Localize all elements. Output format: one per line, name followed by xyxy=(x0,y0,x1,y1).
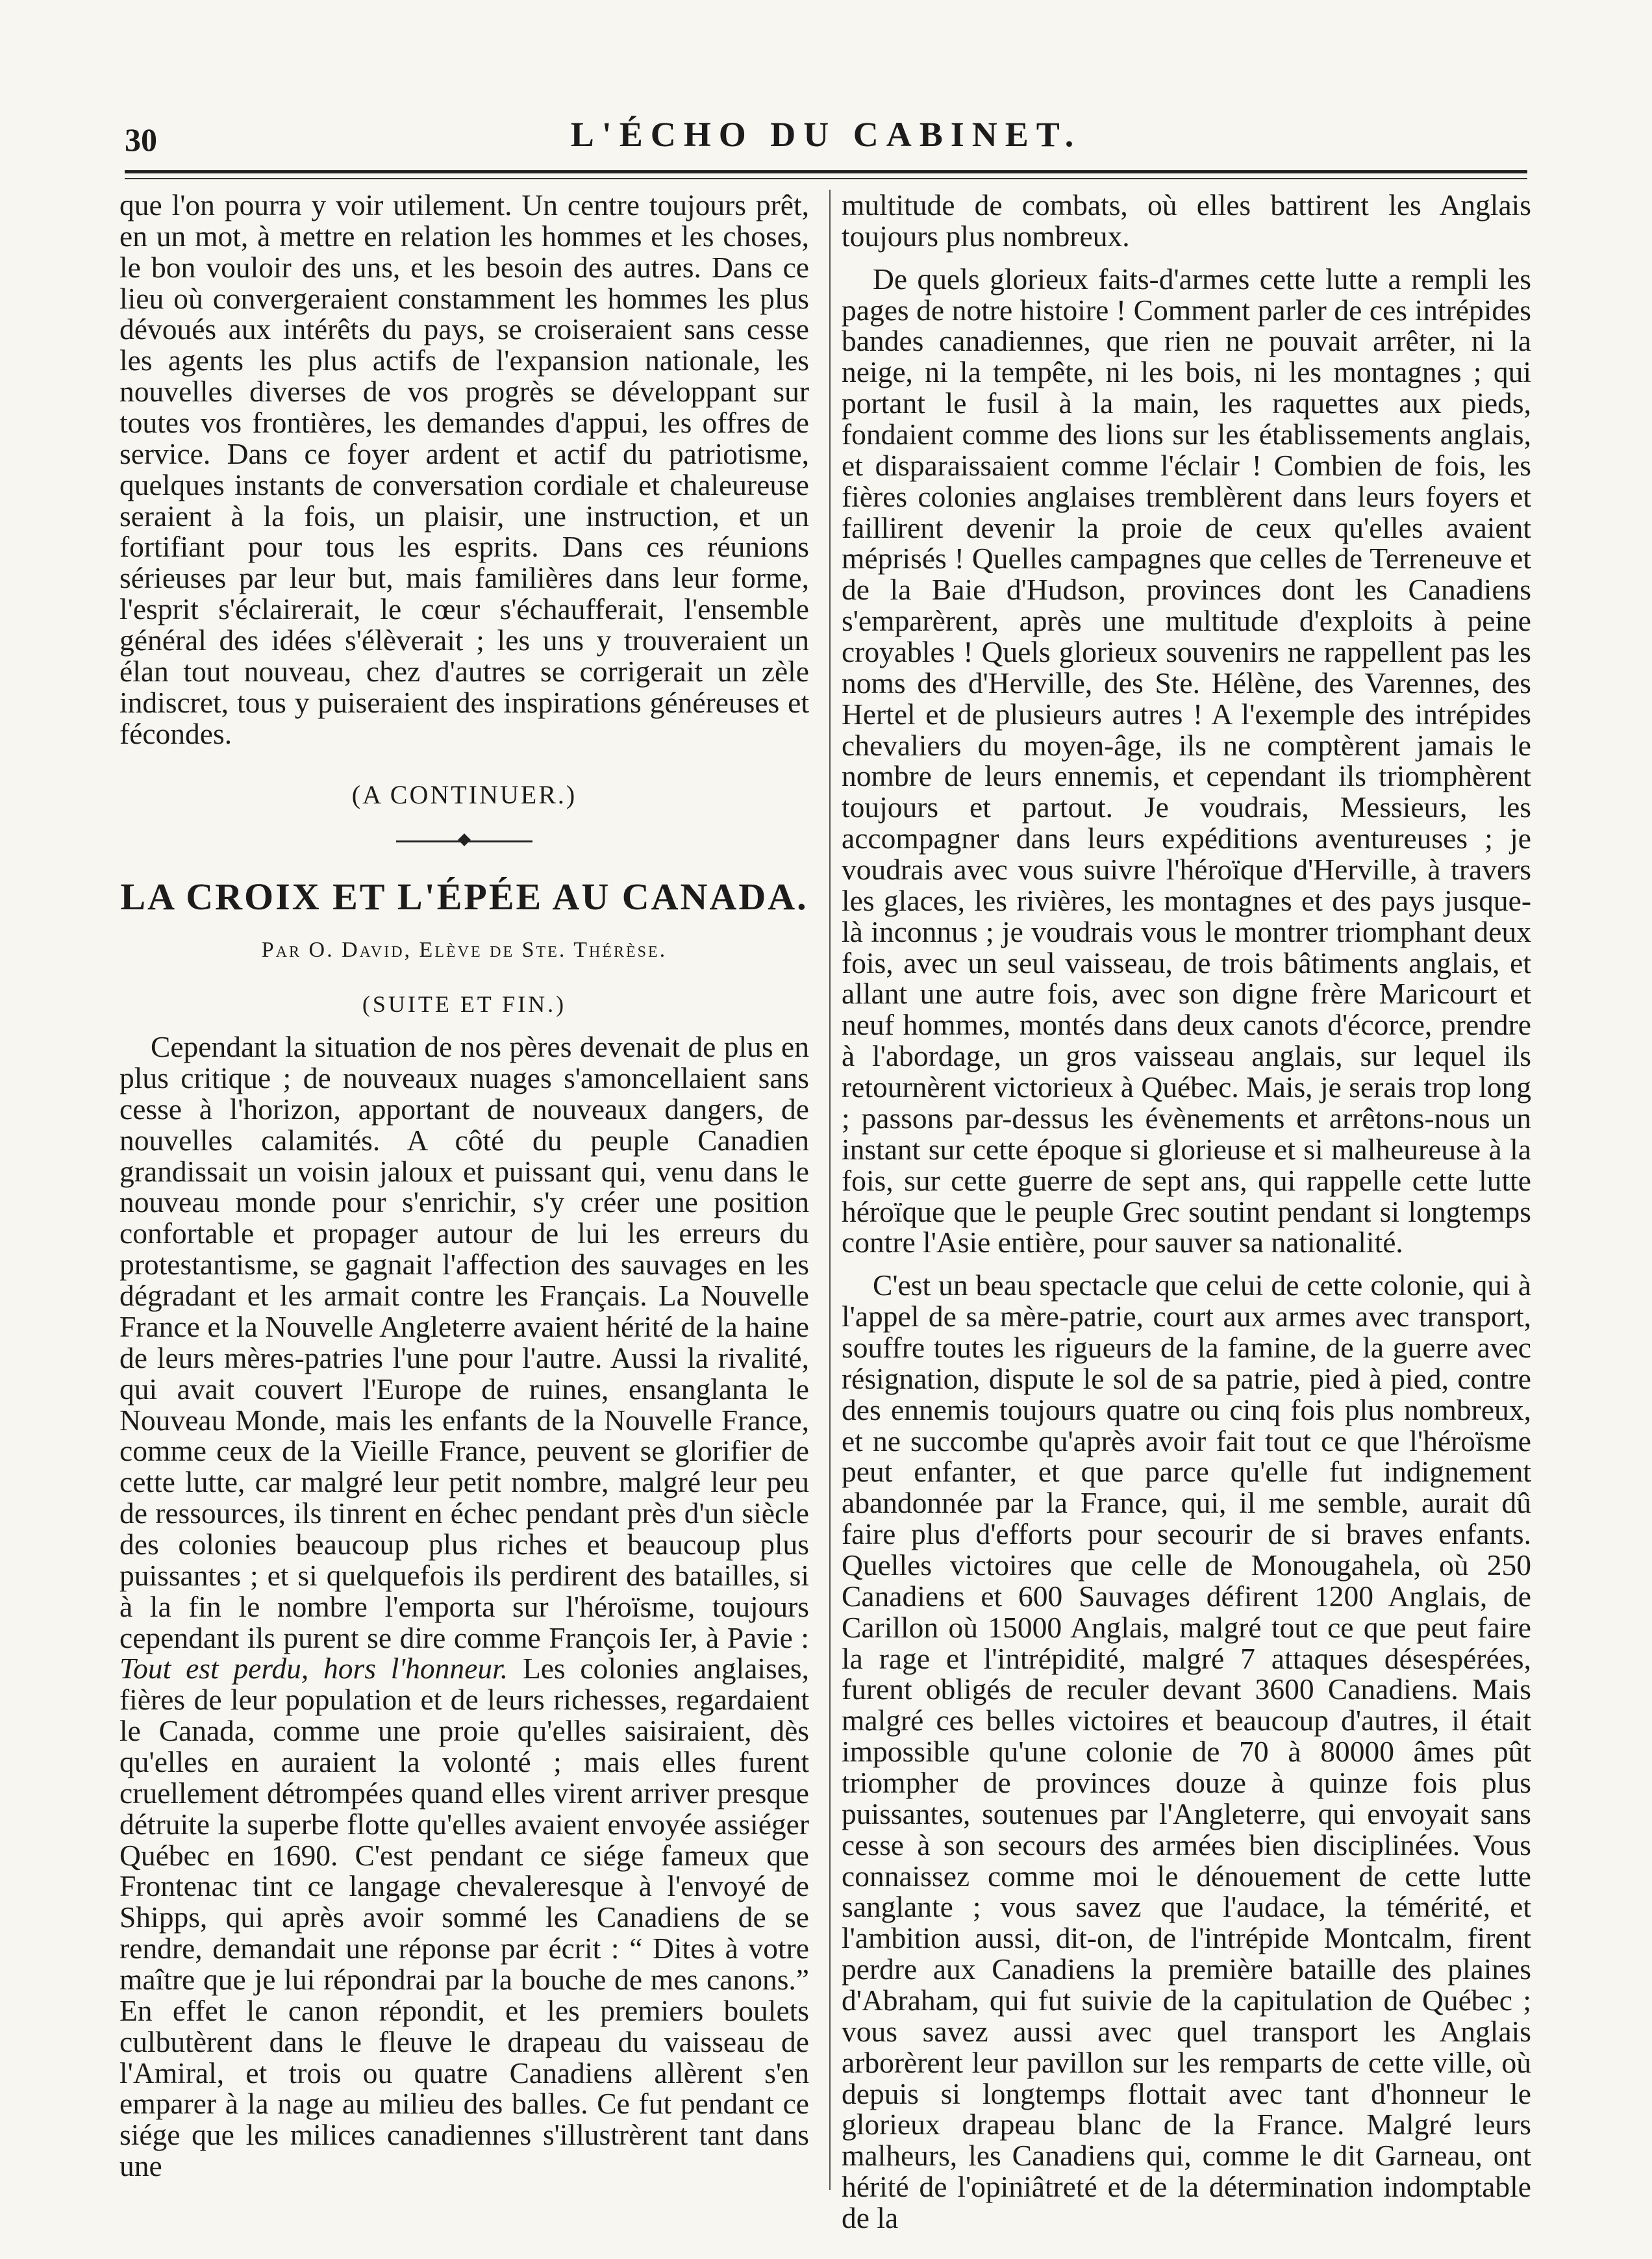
column-divider xyxy=(829,190,831,2190)
header-rule-thick xyxy=(125,170,1527,173)
running-title: L'ÉCHO DU CABINET. xyxy=(570,115,1082,154)
right-column xyxy=(842,190,1531,2234)
left-column xyxy=(119,190,809,2182)
continued-paragraph: que l'on pourra y voir utilement. Un centre toujours prêt, en un mot, à mettre en relation les hommes et les choses, le bon vouloir des uns, et les besoin des autres. Dans ce lieu où convergeraient constamment les hommes les plus dévoués aux intérêts du pays, se croiseraient sans cesse les agents les plus actifs de l'expansion nationale, les nouvelles diverses de vos progrès se développant sur toutes vos frontières, les demandes d'appui, les offres de service. Dans ce foyer ardent et actif du patriotisme, quelques instants de conversation cordiale et chaleureuse seraient à la fois, un plaisir, une instruction, et un fortifiant pour tous les esprits. Dans ces réunions sérieuses par leur but, mais familières dans leur forme, l'esprit s'éclairerait, le cœur s'échaufferait, l'ensemble général des idées s'élèverait ; les uns y trouveraient un élan tout nouveau, chez d'autres se corrigerait un zèle indiscret, tous y puiseraient des inspirations généreuses et fécondes. xyxy=(119,188,809,750)
paragraph-1-text-a: Cependant la situation de nos pères devenait de plus en plus critique ; de nouveaux nuages s'amoncellaient sans cesse à l'horizon, apportant de nouveaux dangers, de nouvelles calamités. A côté du peuple Canadien grandissait un voisin jaloux et puissant qui, venu dans le nouveau monde pour s'enrichir, s'y créer une position confortable et propager autour de lui les erreurs du protestantisme, se gagnait l'affection des sauvages en les dégradant et les armait contre les Français. La Nouvelle France et la Nouvelle Angleterre avaient hérité de la haine de leurs mères-patries l'une pour l'autre. Aussi la rivalité, qui avait couvert l'Europe de ruines, ensanglanta le Nouveau Monde, mais les enfants de la Nouvelle France, comme ceux de la Vieille France, peuvent se glorifier de cette lutte, car malgré leur petit nombre, malgré leur peu de ressources, ils tinrent en échec pendant près d'un siècle des colonies beaucoup plus riches et beaucoup plus puissantes ; et si quelquefois ils perdirent des batailles, si à la fin le nombre l'emporta sur l'héroïsme, toujours cependant ils purent se dire comme François Ier, à Pavie : xyxy=(119,1030,809,1654)
article-paragraph-2: De quels glorieux faits-d'armes cette lutte a rempli les pages de notre histoire ! Comment parler de ces intrépides bandes canadiennes, que rien ne pouvait arrêter, ni la neige, ni la tempête, ni les bois, ni les montagnes ; qui portant le fusil à la main, les raquettes aux pieds, fondaient comme des lions sur les établissements anglais, et disparaissaient comme l'éclair ! Combien de fois, les fières colonies anglaises tremblèrent dans leurs foyers et faillirent devenir la proie de ceux qu'elles avaient méprisés ! Quelles campagnes que celles de Terreneuve et de la Baie d'Hudson, provinces dont les Canadiens s'emparèrent, après une multitude d'exploits à peine croyables ! Quels glorieux souvenirs ne rappellent pas les noms des d'Herville, des Ste. Hélène, des Varennes, des Hertel et de plusieurs autres ! A l'exemple des intrépides chevaliers du moyen-âge, ils ne comptèrent jamais le nombre de leurs ennemis, et cependant ils triomphèrent toujours et partout. Je voudrais, Messieurs, les accompagner dans leurs expéditions aventureuses ; je voudrais avec vous suivre l'héroïque d'Herville, à travers les glaces, les rivières, les montagnes et des pays jusque-là inconnus ; je voudrais vous le montrer triomphant deux fois, avec un seul vaisseau, de trois bâtiments anglais, et allant une autre fois, avec son digne frère Maricourt et neuf hommes, montés dans deux canots d'écorce, prendre à l'abordage, un gros vaisseau anglais, sur lequel ils retournèrent victorieux à Québec. Mais, je serais trop long ; passons par-dessus les évènements et arrêtons-nous un instant sur cette époque si glorieuse et si malheureuse à la fois, sur cette guerre de sept ans, qui rappelle cette lutte héroïque que le peuple Grec soutint pendant si longtemps contre l'Asie entière, pour sauver sa nationalité. xyxy=(842,262,1531,1259)
to-continue-note: (A CONTINUER.) xyxy=(351,780,577,810)
page-number: 30 xyxy=(125,121,157,158)
article-paragraph-1-continued: multitude de combats, où elles battirent les Anglais toujours plus nombreux. xyxy=(842,188,1531,253)
article-paragraph-1 xyxy=(119,1031,809,2182)
article-byline: Par O. David, Elève de Ste. Thérèse. xyxy=(261,937,668,962)
quote-francois: Tout est perdu, hors l'honneur. xyxy=(119,1652,508,1685)
paragraph-1-text-b: Les colonies anglaises, fières de leur population et de leurs richesses, regardaient le Canada, comme une proie qu'elles saisiraient, dès qu'elles en auraient la volonté ; mais elles furent cruellement détrompées quand elles virent arriver presque détruite la superbe flotte qu'elles avaient envoyée assiéger Québec en 1690. C'est pendant ce siége fameux que Frontenac tint ce langage chevaleresque à l'envoyé de Shipps, qui après avoir sommé les Canadiens de se rendre, demandait une réponse par écrit : “ Dites à votre maître que je lui répondrai par la bouche de mes canons.” En effet le canon répondit, et les premiers boulets culbutèrent dans le fleuve le drapeau du vaisseau de l'Amiral, et trois ou quatre Canadiens allèrent s'en emparer à la nage au milieu des balles. Ce fut pendant ce siége que les milices canadiennes s'illustrèrent tant dans une xyxy=(119,1652,810,2183)
article-title: LA CROIX ET L'ÉPÉE AU CANADA. xyxy=(120,875,808,918)
header-rule-thin xyxy=(125,178,1527,179)
article-paragraph-3: C'est un beau spectacle que celui de cette colonie, qui à l'appel de sa mère-patrie, court aux armes avec transport, souffre toutes les rigueurs de la famine, de la guerre avec résignation, dispute le sol de sa patrie, pied à pied, contre des ennemis toujours quatre ou cinq fois plus nombreux, et ne succombe qu'après avoir fait tout ce que l'héroïsme peut enfanter, et que parce qu'elle fut indignement abandonnée par la France, qui, il me semble, aurait dû faire plus d'efforts pour secourir de si braves enfants. Quelles victoires que celle de Monougahela, où 250 Canadiens et 600 Sauvages défirent 1200 Anglais, de Carillon où 15000 Anglais, malgré tout ce que peut faire la rage et l'intrépidité, malgré 7 attaques désespérées, furent obligés de reculer devant 3600 Canadiens. Mais malgré ces belles victoires et beaucoup d'autres, il était impossible qu'une colonie de 70 à 80000 âmes pût triompher de provinces douze à quinze fois plus puissantes, soutenues par l'Angleterre, qui envoyait sans cesse à son secours des armées bien disciplinées. Vous connaissez comme moi le dénouement de cette lutte sanglante ; vous savez que l'audace, la témérité, et l'ambition aussi, dit-on, de l'intrépide Montcalm, firent perdre aux Canadiens la première bataille des plaines d'Abraham, qui fut suivie de la capitulation de Québec ; vous savez aussi avec quel transport les Anglais arborèrent leur pavillon sur les remparts de cette ville, où depuis si longtemps flottait avec tant d'honneur le glorieux drapeau blanc de la France. Malgré leurs malheurs, les Canadiens qui, comme le dit Garneau, ont hérité de l'opiniâtreté et de la détermination indomptable de la xyxy=(842,1268,1531,2234)
suite-note: (SUITE ET FIN.) xyxy=(362,991,567,1018)
section-divider-ornament xyxy=(396,839,532,843)
